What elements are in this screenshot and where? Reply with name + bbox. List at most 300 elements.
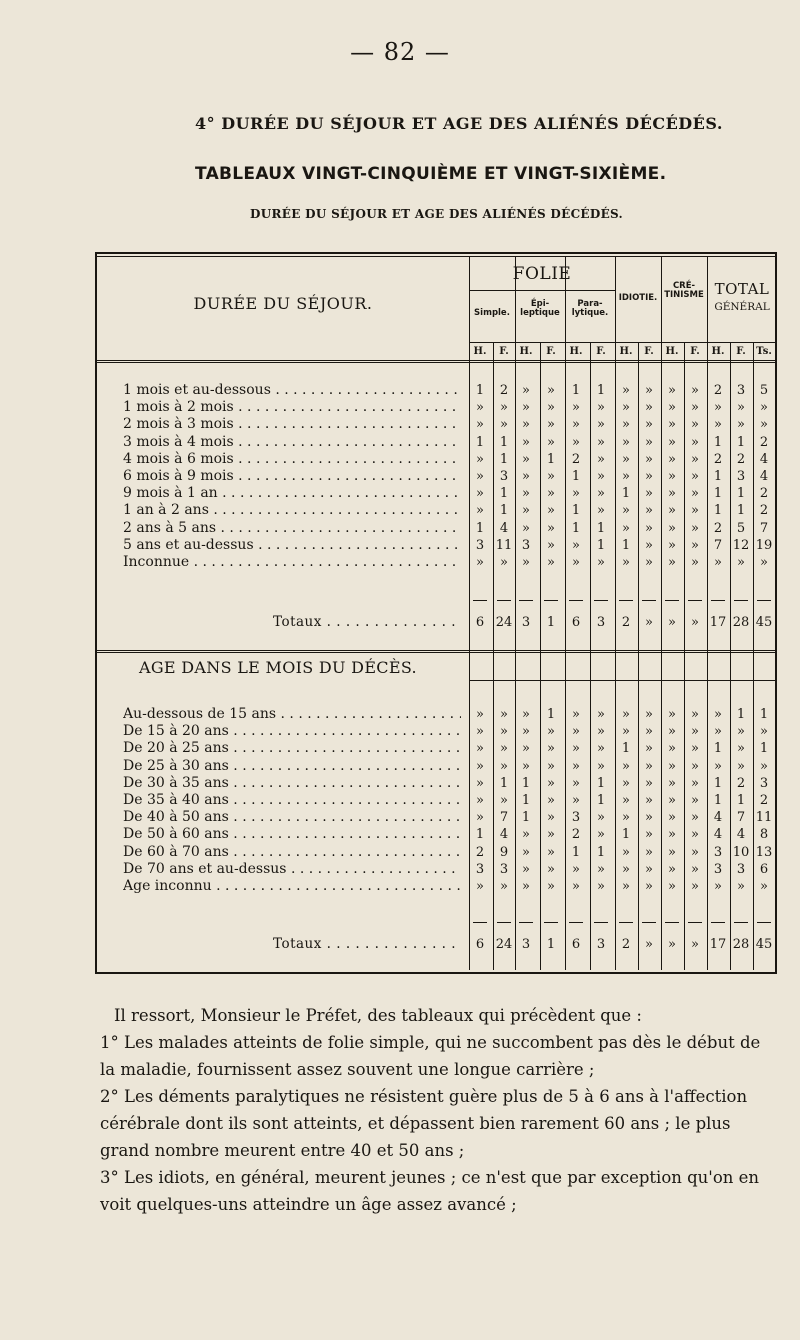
table-cell: »: [547, 400, 555, 416]
table-cell: 1: [736, 793, 746, 808]
table-cell: »: [714, 555, 722, 570]
table-cell: »: [691, 383, 699, 398]
table-cell: 1: [713, 434, 723, 450]
table-cell: »: [668, 879, 676, 894]
total-cell: 2: [621, 615, 631, 630]
table-cell: »: [572, 741, 580, 757]
table-cell: »: [760, 400, 768, 416]
table-cell: »: [547, 775, 555, 791]
table-cell: 7: [759, 520, 769, 536]
table-cell: 3: [736, 383, 746, 398]
total-dash: [642, 600, 656, 601]
table-cell: »: [547, 827, 555, 843]
table-cell: »: [547, 793, 555, 808]
table-cell: »: [622, 417, 630, 433]
table-cell: 19: [755, 537, 773, 553]
table-cell: »: [645, 844, 653, 860]
section2-title: AGE DANS LE MOIS DU DÉCÈS.: [139, 658, 417, 677]
subheader-label: Ts.: [756, 346, 772, 357]
folie-rule: [469, 290, 615, 291]
table-cell: »: [645, 400, 653, 416]
table-cell: 5: [759, 383, 769, 398]
table-cell: »: [597, 486, 605, 502]
table-cell: 2: [571, 827, 581, 843]
table-cell: 1: [759, 741, 769, 757]
table-cell: »: [476, 741, 484, 757]
header-paralytique: Para-lytique.: [571, 299, 609, 318]
table-cell: »: [691, 469, 699, 484]
table-cell: »: [572, 793, 580, 808]
table-cell: »: [668, 758, 676, 774]
table-cell: 2: [759, 486, 769, 502]
row-label: Au-dessous de 15 ans . . .: [123, 706, 461, 722]
table-cell: »: [714, 724, 722, 740]
table-cell: 3: [521, 537, 531, 553]
total-dash: [688, 922, 702, 923]
table-cell: 6: [759, 861, 769, 877]
table-cell: 2: [759, 793, 769, 808]
table-cell: »: [691, 741, 699, 757]
table-cell: »: [645, 503, 653, 519]
table-cell: »: [622, 400, 630, 416]
table-cell: »: [547, 537, 555, 553]
table-cell: »: [691, 724, 699, 740]
table-cell: 1: [596, 793, 606, 808]
table-cell: 1: [596, 844, 606, 860]
table-cell: 1: [571, 844, 581, 860]
table-cell: »: [645, 879, 653, 894]
table-cell: »: [572, 879, 580, 894]
table-cell: 11: [755, 810, 773, 826]
table-cell: »: [645, 383, 653, 398]
table-cell: »: [522, 555, 530, 570]
table-cell: »: [645, 451, 653, 467]
table-cell: »: [622, 879, 630, 894]
table-cell: »: [714, 400, 722, 416]
table-cell: »: [668, 810, 676, 826]
total-cell: 3: [596, 615, 606, 630]
table-cell: »: [645, 810, 653, 826]
table-cell: »: [668, 520, 676, 536]
table-cell: »: [691, 486, 699, 502]
table-cell: »: [522, 520, 530, 536]
table-cell: »: [714, 707, 722, 722]
table-cell: »: [597, 555, 605, 570]
table-cell: »: [522, 741, 530, 757]
table-cell: 2: [713, 520, 723, 536]
table-cell: »: [476, 417, 484, 433]
paragraph-4: 3° Les idiots, en général, meurent jeunes ; ce n'est que par exception qu'on en voit quelques-uns atteindre un âge assez avancé ;: [100, 1168, 760, 1214]
table-cell: »: [760, 758, 768, 774]
table-cell: »: [500, 724, 508, 740]
table-cell: »: [622, 520, 630, 536]
table-cell: »: [760, 879, 768, 894]
subheader-label: F.: [736, 346, 746, 357]
table-cell: »: [547, 555, 555, 570]
table-cell: »: [691, 861, 699, 877]
row-label: 3 mois à 4 mois . . .: [123, 434, 461, 450]
table-cell: »: [691, 451, 699, 467]
table-cell: 12: [732, 537, 750, 553]
table-cell: »: [645, 741, 653, 757]
table-cell: »: [668, 861, 676, 877]
table-cell: »: [737, 555, 745, 570]
table-cell: 1: [571, 503, 581, 519]
table-cell: »: [645, 537, 653, 553]
table-cell: »: [547, 417, 555, 433]
total-cell: »: [668, 937, 676, 952]
table-cell: »: [668, 417, 676, 433]
subheader-label: H.: [569, 346, 583, 357]
subheader-label: H.: [519, 346, 533, 357]
table-cell: 4: [713, 810, 723, 826]
table-cell: »: [547, 844, 555, 860]
table-cell: »: [572, 861, 580, 877]
table-cell: 1: [736, 503, 746, 519]
total-cell: 2: [621, 937, 631, 952]
table-cell: »: [645, 793, 653, 808]
table-cell: »: [645, 520, 653, 536]
table-cell: 2: [736, 775, 746, 791]
table-cell: »: [597, 451, 605, 467]
table-cell: »: [622, 434, 630, 450]
table-cell: 1: [546, 451, 556, 467]
table-cell: 4: [499, 520, 509, 536]
table-cell: 13: [755, 844, 773, 860]
row-label: De 40 à 50 ans . . .: [123, 809, 461, 825]
header-epileptique: Épi-leptique: [520, 299, 560, 318]
total-cell: 6: [475, 615, 485, 630]
subheader-label: F.: [596, 346, 606, 357]
table-cell: 1: [475, 827, 485, 843]
total-dash: [473, 922, 487, 923]
row-label: De 70 ans et au-dessus . . .: [123, 861, 461, 877]
table-cell: »: [622, 758, 630, 774]
table-cell: »: [668, 434, 676, 450]
table-cell: »: [737, 400, 745, 416]
paragraph-2: 1° Les malades atteints de folie simple, qui ne succombent pas dès le début de la maladie, fournissent assez souvent une longue carrière ;: [100, 1033, 761, 1079]
row-label: Inconnue . . .: [123, 554, 461, 570]
table-cell: »: [691, 503, 699, 519]
totals-label: Totaux . . .: [273, 936, 461, 952]
table-cell: »: [476, 486, 484, 502]
table-cell: 1: [521, 793, 531, 808]
table-cell: »: [597, 434, 605, 450]
table-cell: »: [572, 400, 580, 416]
table-cell: 3: [736, 469, 746, 484]
total-cell: »: [668, 615, 676, 630]
table-cell: »: [476, 775, 484, 791]
table-cell: »: [645, 827, 653, 843]
table-cell: »: [597, 707, 605, 722]
table-cell: 2: [759, 503, 769, 519]
table-cell: 1: [713, 503, 723, 519]
table-cell: »: [691, 434, 699, 450]
total-dash: [734, 922, 748, 923]
table-cell: 1: [499, 503, 509, 519]
table-cell: »: [737, 758, 745, 774]
total-dash: [619, 600, 633, 601]
table-cell: »: [622, 810, 630, 826]
table-cell: 7: [713, 537, 723, 553]
total-cell: 24: [495, 615, 513, 630]
table-cell: »: [691, 707, 699, 722]
table-cell: 1: [499, 451, 509, 467]
total-cell: »: [645, 615, 653, 630]
table-cell: »: [622, 503, 630, 519]
total-dash: [519, 600, 533, 601]
total-cell: 45: [755, 615, 773, 630]
table-cell: »: [645, 707, 653, 722]
table-cell: »: [476, 451, 484, 467]
table-cell: 9: [499, 844, 509, 860]
table-cell: »: [691, 793, 699, 808]
table-cell: 3: [713, 844, 723, 860]
table-cell: 3: [499, 861, 509, 877]
table-cell: »: [547, 486, 555, 502]
table-cell: »: [622, 383, 630, 398]
table-cell: »: [597, 503, 605, 519]
row-label: De 60 à 70 ans . . .: [123, 844, 461, 860]
table-cell: »: [547, 383, 555, 398]
table-cell: »: [668, 537, 676, 553]
table-cell: »: [597, 879, 605, 894]
total-dash: [757, 600, 771, 601]
table-cell: »: [668, 844, 676, 860]
table-cell: »: [737, 879, 745, 894]
table-cell: »: [522, 417, 530, 433]
table-cell: »: [597, 417, 605, 433]
table-cell: »: [622, 707, 630, 722]
table-cell: 1: [736, 486, 746, 502]
totals-label: Totaux . . .: [273, 614, 461, 630]
header-bottom-rule: [97, 360, 777, 363]
table-cell: »: [622, 775, 630, 791]
table-cell: »: [691, 758, 699, 774]
total-dash: [544, 600, 558, 601]
table-cell: »: [522, 827, 530, 843]
table-cell: 5: [736, 520, 746, 536]
table-cell: »: [760, 555, 768, 570]
paragraph-3: 2° Les déments paralytiques ne résistent guère plus de 5 à 6 ans à l'affection cérébrale dont ils sont atteints, et dépassent bien rarement 60 ans ; le plus grand nombre meurent entre 40 et 50 ans ;: [100, 1087, 748, 1160]
table-cell: »: [645, 434, 653, 450]
row-label: De 35 à 40 ans . . .: [123, 792, 461, 808]
row-label: 5 ans et au-dessus . . .: [123, 537, 461, 553]
table-cell: »: [622, 844, 630, 860]
total-cell: 3: [521, 937, 531, 952]
table-cell: »: [476, 503, 484, 519]
table-cell: »: [737, 417, 745, 433]
table-cell: 3: [713, 861, 723, 877]
table-cell: »: [522, 861, 530, 877]
total-dash: [594, 600, 608, 601]
table-cell: »: [500, 879, 508, 894]
table-cell: »: [691, 537, 699, 553]
table-cell: »: [622, 724, 630, 740]
table-cell: 7: [499, 810, 509, 826]
table-cell: »: [547, 503, 555, 519]
table-cell: »: [522, 383, 530, 398]
table-cell: 1: [475, 434, 485, 450]
total-cell: »: [691, 937, 699, 952]
table-cell: »: [597, 469, 605, 484]
total-dash: [688, 600, 702, 601]
table-cell: 1: [713, 469, 723, 484]
table-cell: »: [668, 555, 676, 570]
table-cell: »: [668, 469, 676, 484]
table-cell: »: [668, 827, 676, 843]
total-cell: »: [691, 615, 699, 630]
table-cell: 1: [713, 486, 723, 502]
subheader-label: F.: [546, 346, 556, 357]
table-cell: 8: [759, 827, 769, 843]
table-cell: »: [522, 451, 530, 467]
table-cell: 1: [736, 707, 746, 722]
table-cell: »: [572, 434, 580, 450]
table-cell: 1: [713, 775, 723, 791]
table-cell: 3: [571, 810, 581, 826]
table-cell: »: [476, 758, 484, 774]
subheader-label: F.: [644, 346, 654, 357]
total-dash: [569, 600, 583, 601]
subheader-label: H.: [711, 346, 725, 357]
table-cell: »: [522, 844, 530, 860]
table-cell: »: [714, 417, 722, 433]
page-number: — 82 —: [350, 38, 450, 66]
row-label: 2 mois à 3 mois . . .: [123, 416, 461, 432]
section-divider: [97, 650, 777, 653]
table-cell: »: [547, 724, 555, 740]
table-cell: 2: [759, 434, 769, 450]
table-cell: 2: [499, 383, 509, 398]
table-cell: »: [645, 775, 653, 791]
table-cell: 1: [596, 537, 606, 553]
table-cell: »: [522, 724, 530, 740]
table-cell: »: [572, 724, 580, 740]
header-idiotie: IDIOTIE.: [618, 293, 658, 303]
table-cell: »: [622, 469, 630, 484]
table-cell: »: [522, 758, 530, 774]
table-cell: 1: [713, 741, 723, 757]
table-cell: »: [645, 724, 653, 740]
table-cell: »: [668, 741, 676, 757]
row-label: De 20 à 25 ans . . .: [123, 740, 461, 756]
header-cretinisme: CRÉ-TINISME: [664, 281, 704, 300]
subheader-label: H.: [619, 346, 633, 357]
table-cell: 4: [736, 827, 746, 843]
header-duree: DURÉE DU SÉJOUR.: [193, 294, 373, 313]
table-cell: »: [572, 555, 580, 570]
table-cell: 1: [736, 434, 746, 450]
table-cell: »: [645, 417, 653, 433]
subheader-label: H.: [665, 346, 679, 357]
table-cell: 1: [713, 793, 723, 808]
table-cell: »: [476, 400, 484, 416]
tables-subtitle: DURÉE DU SÉJOUR ET AGE DES ALIÉNÉS DÉCÉDÉS.: [250, 207, 624, 221]
subheader-label: F.: [499, 346, 509, 357]
header-general: GÉNÉRAL: [714, 301, 770, 313]
table-cell: »: [645, 469, 653, 484]
header-total: TOTAL: [714, 280, 770, 298]
table-cell: »: [572, 707, 580, 722]
table-cell: »: [668, 383, 676, 398]
table-cell: 3: [499, 469, 509, 484]
body-text: [100, 1002, 774, 1218]
table-cell: »: [645, 758, 653, 774]
table-cell: »: [737, 741, 745, 757]
table-cell: 1: [596, 520, 606, 536]
row-label: De 50 à 60 ans . . .: [123, 826, 461, 842]
table-cell: »: [691, 775, 699, 791]
table-cell: 4: [759, 469, 769, 484]
table-cell: »: [547, 469, 555, 484]
table-cell: »: [547, 434, 555, 450]
total-dash: [665, 600, 679, 601]
total-dash: [544, 922, 558, 923]
table-cell: »: [500, 555, 508, 570]
row-label: De 25 à 30 ans . . .: [123, 758, 461, 774]
table-cell: »: [668, 400, 676, 416]
table-cell: »: [476, 879, 484, 894]
table-cell: 3: [736, 861, 746, 877]
total-dash: [497, 922, 511, 923]
table-cell: »: [572, 775, 580, 791]
table-cell: »: [597, 758, 605, 774]
row-label: 6 mois à 9 mois . . .: [123, 468, 461, 484]
table-cell: »: [476, 793, 484, 808]
total-dash: [619, 922, 633, 923]
table-cell: »: [622, 861, 630, 877]
total-cell: 3: [521, 615, 531, 630]
total-cell: 6: [571, 937, 581, 952]
total-cell: 1: [546, 937, 556, 952]
total-dash: [665, 922, 679, 923]
table-cell: 1: [571, 469, 581, 484]
table-cell: »: [522, 486, 530, 502]
table-cell: »: [714, 758, 722, 774]
row-label: 4 mois à 6 mois . . .: [123, 451, 461, 467]
table-cell: »: [500, 707, 508, 722]
header-folie: FOLIE: [512, 264, 572, 284]
table-cell: »: [668, 503, 676, 519]
table-cell: 1: [499, 775, 509, 791]
table-cell: 1: [546, 707, 556, 722]
total-cell: 28: [732, 937, 750, 952]
table-cell: »: [572, 486, 580, 502]
table-cell: »: [500, 758, 508, 774]
table-cell: 2: [713, 451, 723, 467]
table-cell: »: [500, 741, 508, 757]
table-cell: »: [668, 451, 676, 467]
table-cell: »: [622, 793, 630, 808]
table-cell: »: [597, 861, 605, 877]
table-cell: »: [645, 555, 653, 570]
table-cell: »: [737, 724, 745, 740]
table-cell: 1: [596, 775, 606, 791]
table-cell: »: [547, 520, 555, 536]
table-cell: 2: [713, 383, 723, 398]
table-cell: »: [645, 861, 653, 877]
table-cell: 7: [736, 810, 746, 826]
table-cell: »: [547, 758, 555, 774]
table-cell: »: [476, 469, 484, 484]
table-cell: 4: [759, 451, 769, 467]
table-cell: »: [597, 400, 605, 416]
section2-top-rule: [469, 680, 777, 681]
table-cell: »: [476, 724, 484, 740]
row-label: De 15 à 20 ans . . .: [123, 723, 461, 739]
table-cell: »: [622, 451, 630, 467]
